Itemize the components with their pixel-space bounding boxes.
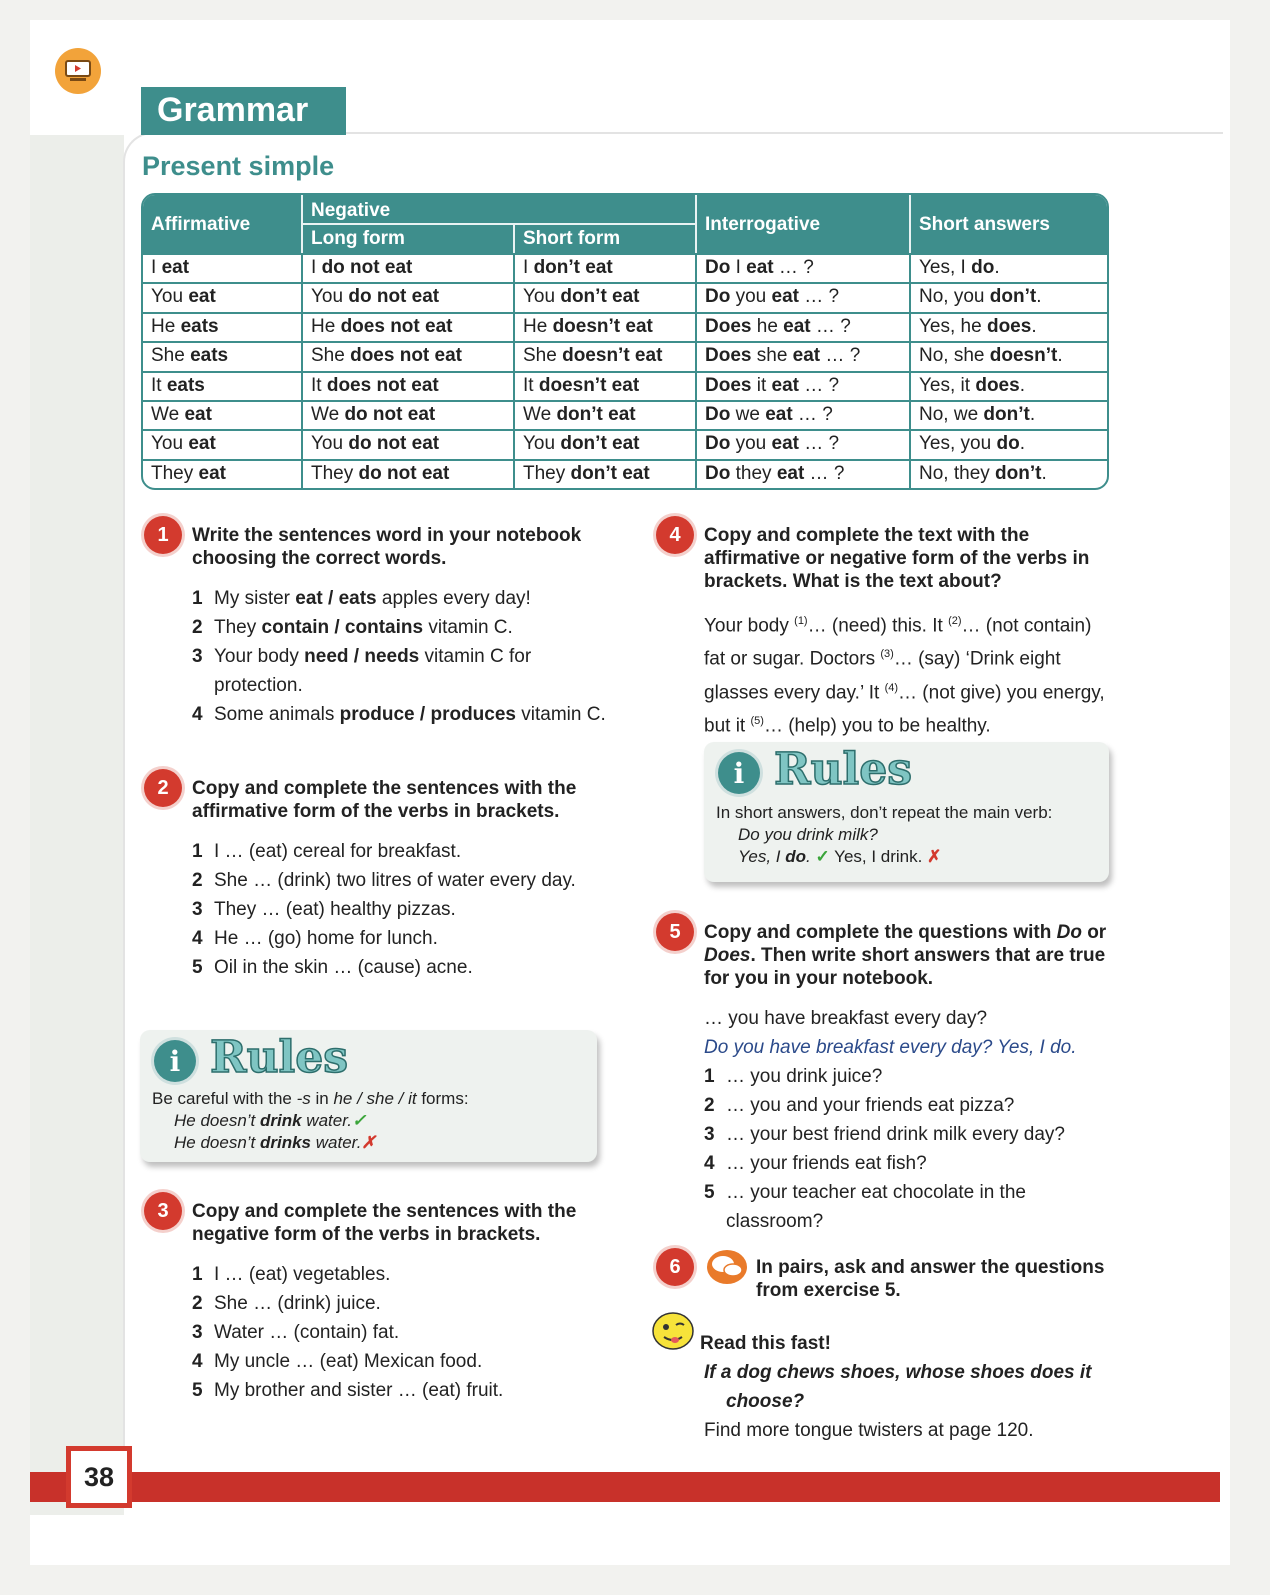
table-cell: They do not eat (311, 462, 450, 484)
list-item: 1 I … (eat) cereal for breakfast. (192, 841, 462, 862)
list-item: 5 Oil in the skin … (cause) acne. (192, 957, 473, 978)
exercise-4-text: Your body $^{(1)}$… (need) this. It $^{(2)}$… (not contain) fat or sugar. Doctors $^{(3)}$… (say) ‘Drink eight glasses every day.’ It $^{(4)}$… (not give) you energy, but it $^{(5)}$… (help) you to be healthy. (704, 615, 1105, 737)
tongue-twister: If a dog chews shoes, whose shoes does it choose? (704, 1362, 1092, 1412)
table-cell: Yes, you do. (919, 433, 1025, 455)
section-title: Present simple (142, 151, 335, 181)
list-item: 1 My sister eat / eats apples every day! (192, 588, 531, 609)
table-cell: We eat (151, 404, 212, 425)
grammar-table (141, 193, 1109, 490)
monitor-icon[interactable] (55, 48, 101, 94)
table-cell: We do not eat (311, 404, 436, 425)
exercise-6-heading: In pairs, ask and answer the questions from exercise 5. (756, 1257, 1105, 1301)
footer-band (30, 1472, 1220, 1502)
exercise-4-heading: Copy and complete the text with the affirmative or negative form of the verbs in brackets. What is the text about? (704, 525, 1090, 592)
exercise-number-badge: 6 (656, 1248, 694, 1286)
table-cell: You don’t eat (523, 433, 640, 455)
table-cell: Does she eat … ? (705, 345, 861, 367)
rules-text: Be careful with the -s in he / she / it forms: He doesn’t drink water.✓ He doesn’t drinks water.✗ (152, 1089, 469, 1152)
table-cell: You eat (151, 286, 216, 308)
exercise-5-heading: Copy and complete the questions with Do or Does. Then write short answers that are true for you in your notebook. (704, 922, 1107, 989)
list-item: 2 She … (drink) juice. (192, 1293, 381, 1314)
table-row (143, 400, 1107, 429)
rules-text: In short answers, don’t repeat the main verb: Do you drink milk? Yes, I do. ✓ Yes, I drink. ✗ (716, 803, 1053, 866)
left-margin-strip (30, 135, 124, 1515)
table-cell: You eat (151, 433, 216, 455)
grammar-tab: Grammar (141, 87, 346, 135)
list-item: 2 She … (drink) two litres of water every day. (192, 870, 576, 891)
table-cell: No, you don’t. (919, 286, 1042, 308)
info-icon: i (718, 752, 760, 794)
table-cell: I don’t eat (523, 257, 613, 278)
table-cell: It does not eat (311, 374, 439, 396)
exercise-number-badge: 4 (656, 516, 694, 554)
exercise-2-items (192, 837, 592, 982)
exercise-5-example: Do you have breakfast every day? Yes, I do. (704, 1037, 1077, 1058)
table-cell: He does not eat (311, 315, 453, 337)
cross-icon: ✗ (927, 847, 942, 866)
table-row (143, 429, 1107, 458)
list-item: 3 They … (eat) healthy pizzas. (192, 899, 456, 920)
exercise-1-heading: Write the sentences word in your notebook choosing the correct words. (192, 525, 582, 569)
table-cell: Does he eat … ? (705, 315, 851, 337)
table-cell: No, she doesn’t. (919, 345, 1063, 367)
exercise-number-badge: 2 (144, 769, 182, 807)
list-item: 3 … your best friend drink milk every day? (704, 1124, 1065, 1145)
exercise-number-badge: 5 (656, 913, 694, 951)
check-icon: ✓ (815, 847, 830, 866)
exercise-2-heading: Copy and complete the sentences with the affirmative form of the verbs in brackets. (192, 778, 577, 822)
table-cell: It eats (151, 374, 205, 396)
table-cell: She eats (151, 345, 229, 367)
table-cell: He eats (151, 315, 219, 337)
check-icon: ✓ (351, 1111, 367, 1130)
tongue-emoji-icon (652, 1311, 694, 1351)
exercise-5-prompt: … you have breakfast every day? (704, 1008, 988, 1029)
table-cell: It doesn’t eat (523, 374, 640, 396)
exercise-1-items (192, 584, 612, 729)
cross-icon: ✗ (361, 1133, 376, 1152)
table-cell: We don’t eat (523, 404, 636, 425)
list-item: 3 Your body need / needs vitamin C for protection. (192, 646, 532, 696)
rules-title: Rules (774, 744, 913, 795)
table-cell: I eat (151, 257, 190, 278)
list-item: 4 My uncle … (eat) Mexican food. (192, 1351, 483, 1372)
table-cell: Yes, he does. (919, 315, 1037, 337)
exercise-3-heading: Copy and complete the sentences with the negative form of the verbs in brackets. (192, 1201, 577, 1245)
list-item: 3 Water … (contain) fat. (192, 1322, 400, 1343)
table-cell: You do not eat (311, 433, 440, 455)
header-interrogative: Interrogative (705, 214, 821, 235)
table-cell: Do they eat … ? (705, 462, 845, 484)
table-cell: Does it eat … ? (705, 374, 840, 396)
table-cell: They don’t eat (523, 462, 650, 484)
list-item: 2 They contain / contains vitamin C. (192, 617, 513, 638)
table-header (143, 195, 1107, 253)
table-row (143, 371, 1107, 400)
table-row (143, 253, 1107, 282)
table-cell: You don’t eat (523, 286, 640, 308)
table-row (143, 459, 1107, 488)
table-cell: Do we eat … ? (705, 404, 833, 425)
table-cell: Yes, it does. (919, 374, 1025, 396)
rules-box (140, 1030, 597, 1162)
exercise-number-badge: 3 (144, 1192, 182, 1230)
table-cell: She doesn’t eat (523, 345, 663, 367)
rules-title: Rules (210, 1032, 349, 1083)
header-long-form: Long form (311, 228, 405, 249)
table-cell: I do not eat (311, 257, 413, 278)
speech-bubbles-icon (706, 1248, 748, 1286)
page-number: 38 (66, 1446, 132, 1508)
exercise-5-items (704, 1062, 1104, 1236)
table-cell: Do I eat … ? (705, 257, 814, 278)
table-cell: Do you eat … ? (705, 433, 840, 455)
list-item: 4 Some animals produce / produces vitamin C. (192, 704, 606, 725)
list-item: 5 … your teacher eat chocolate in the classroom? (704, 1182, 1026, 1232)
exercise-3-items (192, 1260, 592, 1405)
header-negative: Negative (311, 200, 391, 221)
rules-box (704, 742, 1109, 882)
table-cell: You do not eat (311, 286, 440, 308)
list-item: 5 My brother and sister … (eat) fruit. (192, 1380, 504, 1401)
table-row (143, 282, 1107, 311)
table-cell: She does not eat (311, 345, 462, 367)
tongue-twister-reference: Find more tongue twisters at page 120. (704, 1420, 1034, 1441)
info-icon: i (154, 1040, 196, 1082)
table-cell: No, we don’t. (919, 404, 1036, 425)
table-cell: No, they don’t. (919, 462, 1047, 484)
exercise-number-badge: 1 (144, 516, 182, 554)
header-affirmative: Affirmative (151, 214, 251, 235)
read-this-fast-title: Read this fast! (700, 1333, 831, 1354)
list-item: 2 … you and your friends eat pizza? (704, 1095, 1015, 1116)
header-short-answers: Short answers (919, 214, 1050, 235)
table-cell: He doesn’t eat (523, 315, 653, 337)
list-item: 1 … you drink juice? (704, 1066, 883, 1087)
header-short-form: Short form (523, 228, 621, 249)
table-cell: Yes, I do. (919, 257, 1000, 278)
list-item: 1 I … (eat) vegetables. (192, 1264, 391, 1285)
table-row (143, 341, 1107, 370)
table-cell: They eat (151, 462, 226, 484)
list-item: 4 … your friends eat fish? (704, 1153, 927, 1174)
table-row (143, 312, 1107, 341)
list-item: 4 He … (go) home for lunch. (192, 928, 438, 949)
table-cell: Do you eat … ? (705, 286, 840, 308)
